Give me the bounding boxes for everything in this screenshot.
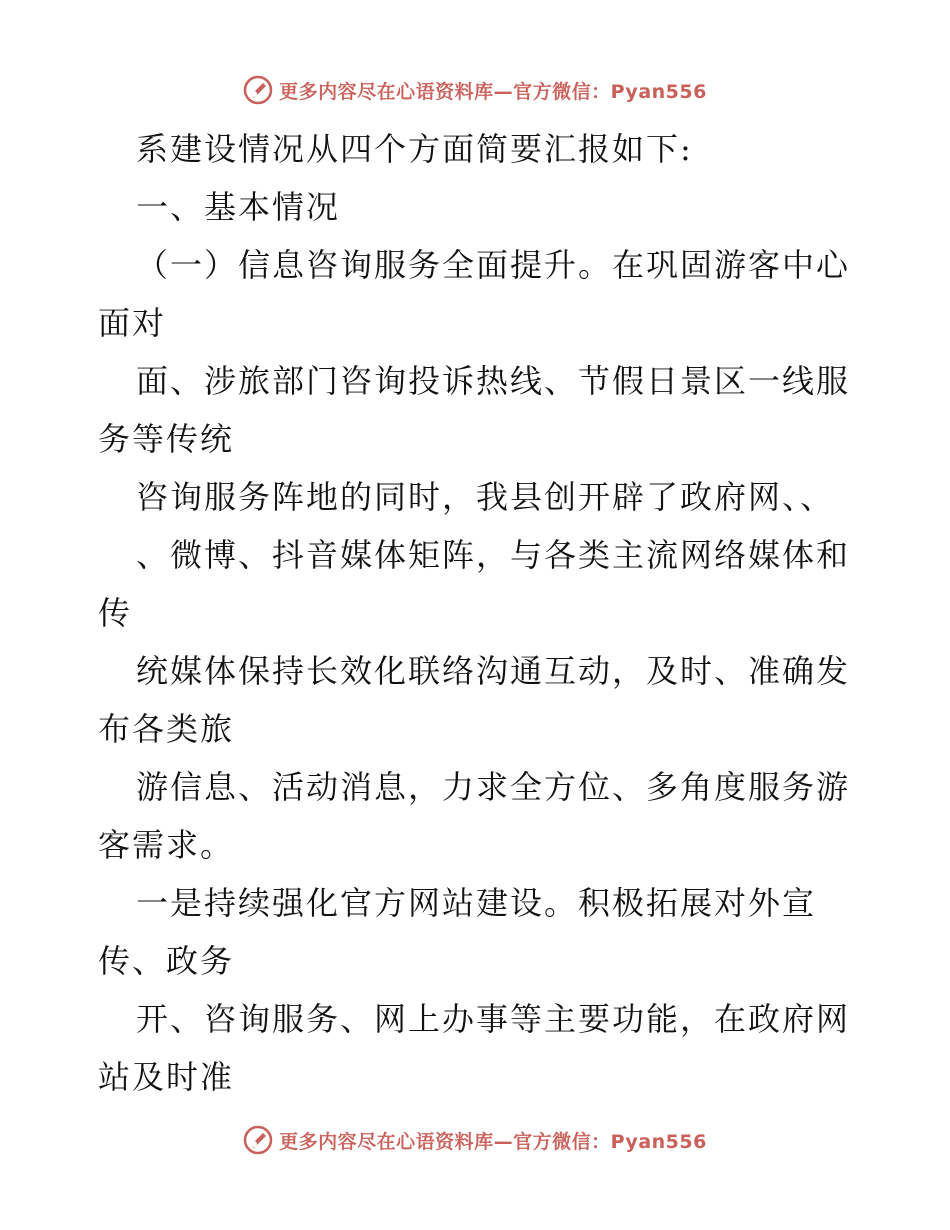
text-line: 开、咨询服务、网上办事等主要功能，在政府网 <box>136 1000 851 1038</box>
text-line: 传 <box>98 594 133 632</box>
text-line: 咨询服务阵地的同时，我县创开辟了政府网、、 <box>136 478 835 516</box>
footer-banner-text: 更多内容尽在心语资料库—官方微信：Pyan556 <box>279 1130 707 1153</box>
text-line: 一、基本情况 <box>136 188 341 226</box>
text-line: 一是持续强化官方网站建设。积极拓展对外宣 <box>136 884 817 922</box>
brand-logo-icon <box>243 1125 273 1155</box>
text-line: （一）信息咨询服务全面提升。在巩固游客中心 <box>136 246 851 284</box>
text-line: 系建设情况从四个方面简要汇报如下: <box>136 130 693 168</box>
brand-logo-icon <box>243 75 273 105</box>
text-line: 面对 <box>98 304 167 342</box>
text-line: 统媒体保持长效化联络沟通互动，及时、准确发 <box>136 652 851 690</box>
text-line: 、微博、抖音媒体矩阵，与各类主流网络媒体和 <box>136 536 851 574</box>
header-banner <box>0 70 950 110</box>
text-line: 站及时准 <box>98 1058 235 1096</box>
header-banner-text: 更多内容尽在心语资料库—官方微信：Pyan556 <box>279 80 707 103</box>
text-line: 务等传统 <box>98 420 235 458</box>
text-line: 传、政务 <box>98 942 235 980</box>
footer-banner <box>0 1120 950 1160</box>
document-body <box>98 120 858 1106</box>
text-line: 游信息、活动消息，力求全方位、多角度服务游 <box>136 768 851 806</box>
text-line: 布各类旅 <box>98 710 235 748</box>
text-line: 客需求。 <box>98 826 235 864</box>
text-line: 面、涉旅部门咨询投诉热线、节假日景区一线服 <box>136 362 851 400</box>
